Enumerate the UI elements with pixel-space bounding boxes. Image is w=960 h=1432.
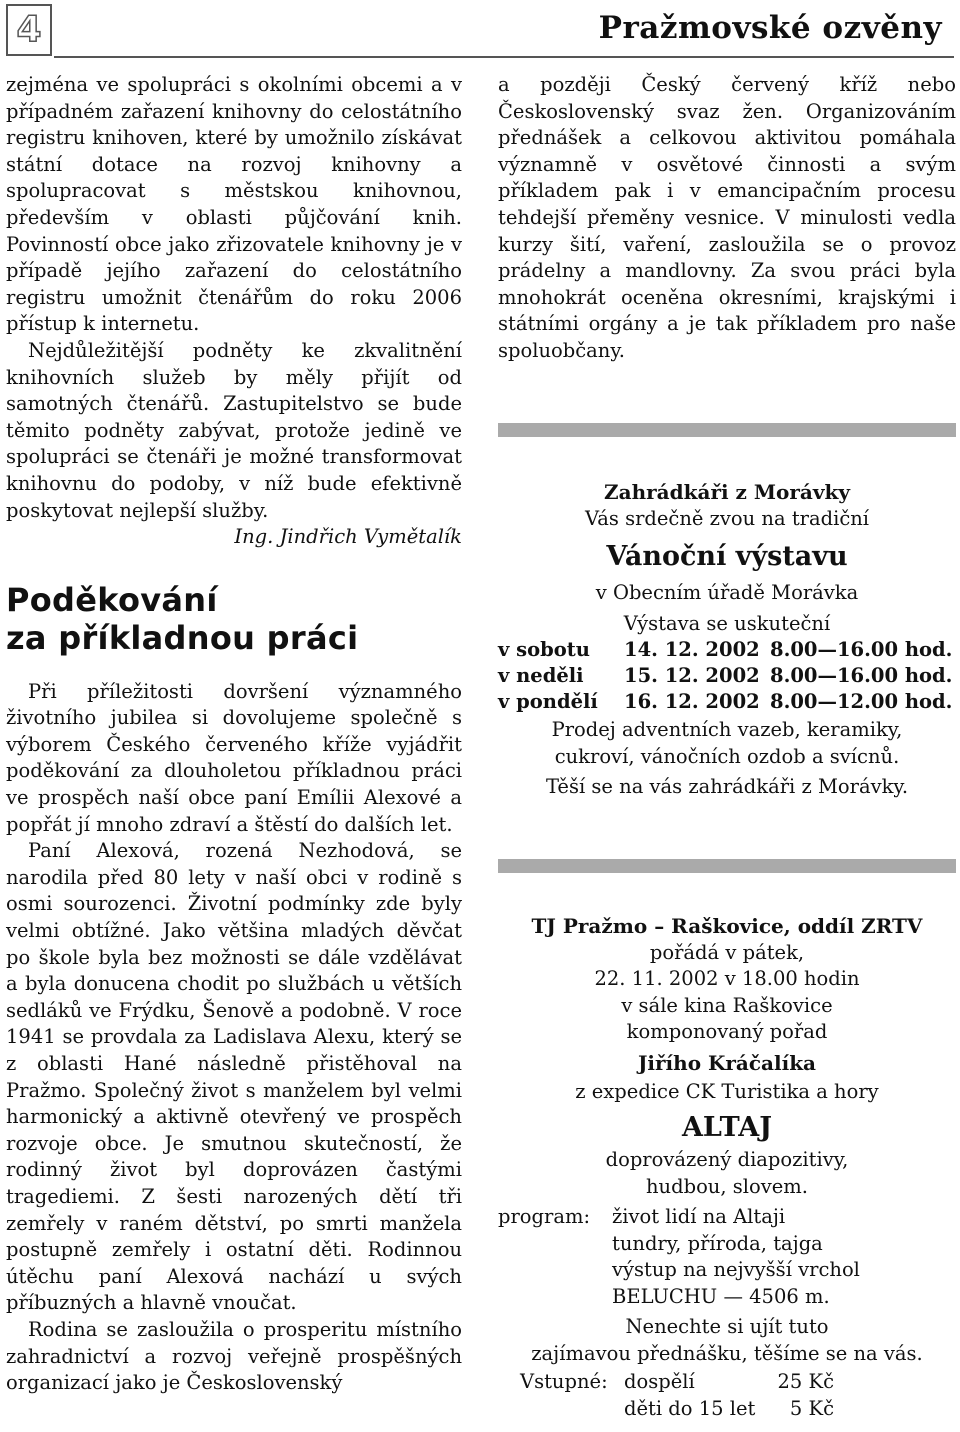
admission-fees — [520, 1369, 834, 1422]
fee-who: dospělí — [624, 1370, 695, 1394]
article-paragraph: Paní Alexová, rozená Nezhodová, se narodila před 80 lety v naší obci v rodině s osmi sourozenci. Životní podmínky zde byly velmi obtížné. Jako většina mladých děvčat po škole byla bez možnosti se dále vzdělávat a byla donucena chodit po službách u větších sedláků ve Frýdku, Šenově a podobně. V roce 1941 se provdala za Ladislava Alexu, který se z oblasti Hané následně přistěhoval na Pražmo. Společný život s manželem byl velmi harmonický a aktivně otevřený ve prospěch rozvoje obce. Je smutnou skutečností, že rodinný život byl doprovázen častými tragediemi. Z šesti narozených dětí tři zemřely v raném dětství, po smrti manžela postupně zemřely i ostatní děti. Rodinnou útěchu paní Alexová nachází u svých příbuzných a hlavně vnoučat. — [6, 839, 462, 1315]
program-item: život lidí na Altaji — [612, 1205, 786, 1229]
lecture-line: v sále kina Raškovice — [621, 993, 833, 1017]
article-paragraph: zejména ve spolupráci s okolními obcemi a v případném zařazení knihovny do celostátního registru knihoven, které by umožnilo získávat státní dotace na rozvoj knihovny a spolupracovat s městskou knihovnou, především v oblasti půjčování knih. Povinností obce jako zřizovatele knihovny je v případě jejího zařazení do celostátního registru umožnit čtenářům do roku 2006 přístup k internetu. — [6, 73, 462, 336]
schedule-time: 8.00—16.00 hod. — [770, 638, 953, 662]
schedule-row — [498, 663, 952, 689]
schedule-day: v sobotu — [498, 638, 590, 662]
article-paragraph: Při příležitosti dovršení významného životního jubilea si dovolujeme společně s výborem Českého červeného kříže vyjádřit poděkování za dlouholetou příkladnou práci ve prospěch naší obce paní Emílii Alexové a popřát jí mnoho zdraví a štěstí do dalších let. — [6, 679, 462, 836]
lecture-invite: Nenechte si ujít tuto — [625, 1315, 829, 1339]
exhibition-notice — [498, 479, 956, 801]
exhibition-schedule — [498, 637, 952, 715]
exhibition-place: v Obecním úřadě Morávka — [595, 581, 859, 605]
fee-who: děti do 15 let — [624, 1396, 756, 1420]
fee-price: 25 Kč — [777, 1370, 834, 1394]
left-column — [6, 72, 462, 1397]
exhibition-name: Vánoční výstavu — [606, 541, 848, 573]
exhibition-organizer: Zahrádkáři z Morávky — [604, 479, 850, 504]
lecture-line: hudbou, slovem. — [645, 1174, 808, 1198]
heading-line: Poděkování — [6, 580, 218, 619]
article-paragraph: a později Český červený kříž nebo Československý svaz žen. Organizováním přednášek a celkovou aktivitou pomáhala významně v osvětové činnosti a svým příkladem pak i v emancipačním procesu tehdejší přeměny vesnice. V minulosti vedla kurzy šití, vaření, zasloužila se o provoz prádelny a mandlovny. Za svou práci byla mnohokrát oceněna okresními, krajskými i státními orgány a je tak příkladem pro naše spoluobčany. — [498, 73, 956, 362]
article-paragraph: Rodina se zasloužila o prosperitu místního zahradnictví a rozvoj veřejně prospěšných organizací jako je Československý — [6, 1317, 462, 1395]
schedule-date: 14. 12. 2002 — [624, 638, 760, 662]
article-heading — [6, 581, 462, 657]
page-number: 4 — [6, 4, 52, 56]
lecture-invite: zajímavou přednášku, těšíme se na vás. — [531, 1341, 923, 1365]
program-item: BELUCHU — 4506 m. — [612, 1284, 830, 1308]
lecture-name: ALTAJ — [681, 1112, 773, 1144]
lecture-organizer: TJ Pražmo – Raškovice, oddíl ZRTV — [531, 913, 923, 938]
schedule-day: v neděli — [498, 664, 584, 688]
program-item: výstup na nejvyšší vrchol — [612, 1258, 860, 1282]
author-signature: Ing. Jindřich Vymětalík — [234, 525, 462, 549]
lecture-notice — [498, 913, 956, 1423]
fee-label: Vstupné: — [520, 1370, 608, 1394]
exhibition-invite: Vás srdečně zvou na tradiční — [584, 506, 870, 530]
sale-line: cukroví, vánočních ozdob a svícnů. — [554, 744, 900, 768]
schedule-date: 15. 12. 2002 — [624, 664, 760, 688]
sale-line: Prodej adventních vazeb, keramiky, — [551, 718, 903, 742]
header-rule — [54, 56, 954, 58]
lecture-line: pořádá v pátek, — [649, 940, 805, 964]
schedule-row — [498, 637, 952, 663]
article-paragraph: Nejdůležitější podněty ke zkvalitnění knihovních služeb by měly přijít od samotných čtenářů. Zastupitelstvo se bude těmito podněty zabývat, protože jedině ve spolupráci se čtenáři je možné transformovat knihovnu do podoby, v níž bude efektivně poskytovat nejlepší služby. — [6, 338, 462, 522]
right-column — [498, 72, 956, 1422]
fee-price: 5 Kč — [789, 1396, 834, 1420]
program-label: program: — [498, 1205, 591, 1229]
page-header — [0, 0, 960, 66]
heading-line: za příkladnou práci — [6, 618, 359, 657]
program-item: tundry, příroda, tajga — [612, 1231, 823, 1255]
schedule-row — [498, 689, 952, 715]
lecture-line: z expedice CK Turistika a hory — [575, 1079, 879, 1103]
schedule-time: 8.00—16.00 hod. — [770, 664, 953, 688]
exhibition-held: Výstava se uskuteční — [623, 611, 831, 635]
section-divider — [498, 423, 956, 437]
schedule-day: v pondělí — [498, 690, 598, 714]
masthead-title: Pražmovské ozvěny — [598, 10, 942, 46]
schedule-time: 8.00—12.00 hod. — [770, 690, 953, 714]
schedule-date: 16. 12. 2002 — [624, 690, 760, 714]
section-divider — [498, 859, 956, 873]
lecture-line: 22. 11. 2002 v 18.00 hodin — [594, 967, 860, 991]
lecture-author: Jiřího Kráčalíka — [637, 1050, 817, 1075]
lecture-line: komponovaný pořad — [626, 1020, 828, 1044]
exhibition-closing: Těší se na vás zahrádkáři z Morávky. — [545, 775, 909, 799]
lecture-line: doprovázený diapozitivy, — [605, 1148, 849, 1172]
lecture-program — [498, 1204, 860, 1310]
